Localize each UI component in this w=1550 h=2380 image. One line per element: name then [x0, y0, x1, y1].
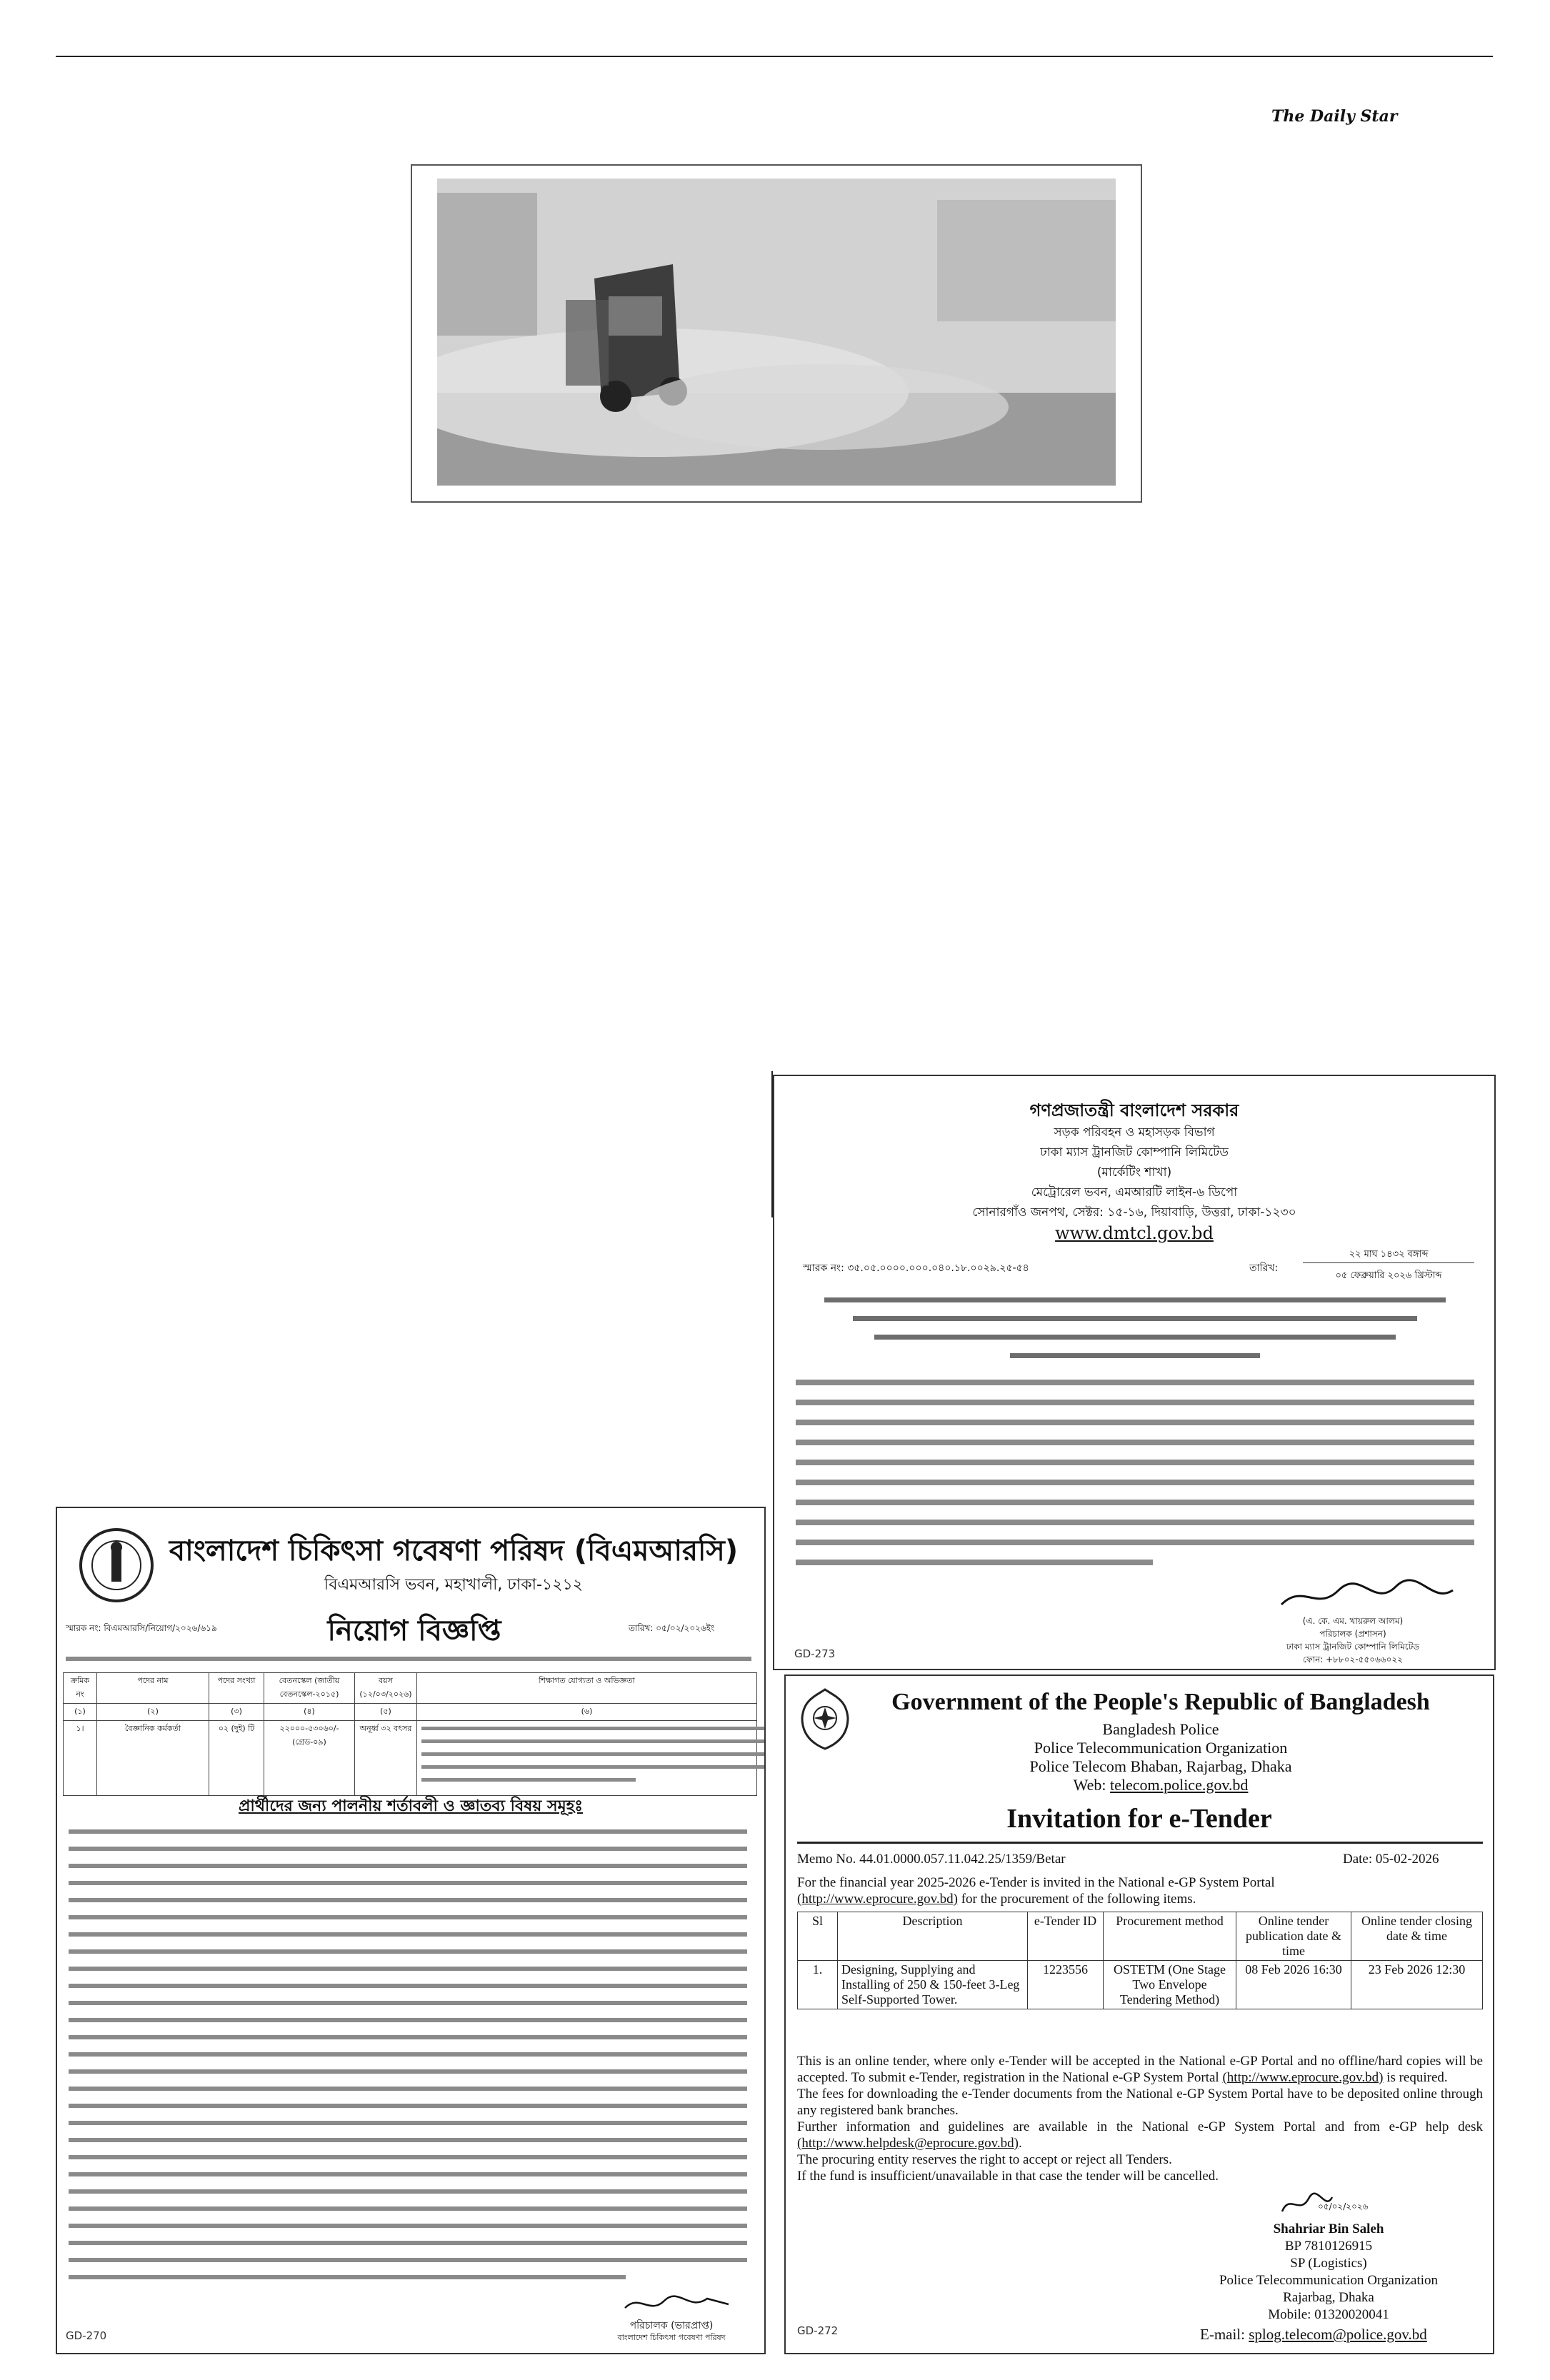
bmrc-term-line	[69, 1984, 747, 1988]
dmtcl-subject-line	[1010, 1353, 1260, 1358]
bmrc-term-line	[69, 2018, 747, 2022]
bmrc-title: বাংলাদেশ চিকিৎসা গবেষণা পরিষদ (বিএমআরসি)	[169, 1535, 739, 1567]
etender-web-label: Web:	[1073, 1776, 1106, 1794]
etender-para2: The fees for downloading the e-Tender documents from the National e-GP System Portal have to be deposited online through any registered bank branches.	[797, 2087, 1483, 2118]
bmrc-qual-line	[421, 1752, 766, 1756]
dmtcl-line3: ঢাকা ম্যাস ট্রানজিট কোম্পানি লিমিটেড	[1040, 1145, 1229, 1160]
etender-col-header: Description	[838, 1912, 1028, 1961]
bmrc-logo-icon	[77, 1526, 156, 1605]
eprocure-link[interactable]: (http://www.eprocure.gov.bd)	[797, 1892, 958, 1907]
bmrc-term-line	[69, 2241, 747, 2245]
etender-web-link[interactable]: telecom.police.gov.bd	[1109, 1776, 1249, 1794]
dmtcl-line6: সোনারগাঁও জনপথ, সেক্টর: ১৫-১৬, দিয়াবাড়ি, উত্তরা, ঢাকা-১২৩০	[972, 1205, 1296, 1220]
bmrc-col-header: বয়স (১২/০৩/২০২৬)	[355, 1673, 417, 1704]
etender-table	[797, 1912, 1483, 2009]
etender-gd-code: GD-272	[797, 2324, 839, 2337]
bmrc-col-header: বেতনস্কেল (জাতীয় বেতনস্কেল-২০১৫)	[264, 1673, 355, 1704]
etender-cell-id: 1223556	[1028, 1961, 1104, 2009]
etender-para1	[797, 2053, 1483, 2086]
etender-para3-end: .	[1018, 2136, 1022, 2151]
photo-frame	[411, 164, 1142, 503]
dmtcl-subject-line	[824, 1297, 1446, 1302]
dmtcl-body-line	[796, 1460, 1474, 1465]
dmtcl-body-line	[796, 1400, 1474, 1405]
bmrc-term-line	[69, 2258, 747, 2262]
etender-sign-org: Police Telecommunication Organization	[1219, 2273, 1439, 2288]
bmrc-col-num: (৩)	[209, 1704, 264, 1721]
etender-line2: Police Telecommunication Organization	[1034, 1739, 1288, 1757]
bmrc-qualification-cell	[417, 1721, 757, 1796]
bmrc-term-line	[69, 2069, 747, 2074]
dmtcl-sign-phone: ফোন: +৮৮০২-৫৫০৬৬০২২	[1302, 1655, 1404, 1665]
bmrc-terms-title: প্রার্থীদের জন্য পালনীয় শর্তাবলী ও জ্ঞাতব্য বিষয় সমূহঃ	[239, 1797, 583, 1815]
bmrc-term-line	[69, 2121, 747, 2125]
bmrc-term-line	[69, 1898, 747, 1902]
etender-sign-bp: BP 7810126915	[1284, 2239, 1373, 2254]
police-logo-icon	[796, 1686, 854, 1750]
dmtcl-date-bn: ২২ মাঘ ১৪৩২ বঙ্গাব্দ	[1303, 1247, 1474, 1263]
etender-cell-pub: 08 Feb 2026 16:30	[1236, 1961, 1351, 2009]
etender-col-header: Sl	[798, 1912, 838, 1961]
bmrc-date: তারিখ: ০৫/০২/২০২৬ইং	[629, 1623, 715, 1633]
dmtcl-subject-line	[874, 1335, 1396, 1340]
bmrc-term-line	[69, 2172, 747, 2176]
etender-intro-line1: For the financial year 2025-2026 e-Tender is invited in the National e-GP System Portal	[797, 1875, 1275, 1890]
dmtcl-line1: গণপ্রজাতন্ত্রী বাংলাদেশ সরকার	[1029, 1100, 1239, 1120]
dmtcl-signature	[1274, 1576, 1460, 1619]
dmtcl-line5: মেট্রোরেল ভবন, এমআরটি লাইন-৬ ডিপো	[1031, 1185, 1238, 1200]
bmrc-term-line	[69, 1847, 747, 1851]
bmrc-notice-title: নিয়োগ বিজ্ঞপ্তি	[327, 1615, 501, 1647]
etender-col-header: e-Tender ID	[1028, 1912, 1104, 1961]
bmrc-qual-line	[421, 1727, 766, 1730]
bmrc-term-line	[69, 1864, 747, 1868]
etender-line1: Bangladesh Police	[1102, 1720, 1219, 1738]
bmrc-intro-line	[66, 1657, 751, 1661]
bmrc-term-line	[69, 1949, 747, 1954]
bmrc-address: বিএমআরসি ভবন, মহাখালী, ঢাকা-১২১২	[324, 1576, 584, 1594]
etender-para3	[797, 2119, 1483, 2151]
bmrc-col-num: (২)	[97, 1704, 209, 1721]
bmrc-cell: ১।	[64, 1721, 97, 1796]
etender-title: Invitation for e-Tender	[1006, 1804, 1272, 1834]
bmrc-term-line	[69, 1829, 747, 1834]
dmtcl-subject-line	[853, 1316, 1417, 1321]
bmrc-term-line	[69, 2001, 747, 2005]
etender-intro-rest: for the procurement of the following items.	[957, 1892, 1196, 1907]
etender-sign-name: Shahriar Bin Saleh	[1273, 2221, 1384, 2236]
etender-para4: The procuring entity reserves the right to accept or reject all Tenders.	[797, 2152, 1172, 2167]
dmtcl-sign-org: ঢাকা ম্যাস ট্রানজিট কোম্পানি লিমিটেড	[1286, 1642, 1420, 1652]
bmrc-term-line	[69, 1915, 747, 1919]
etender-gov-title: Government of the People's Republic of Bangladesh	[891, 1689, 1430, 1715]
bmrc-term-line	[69, 2035, 747, 2039]
bmrc-col-num: (৫)	[355, 1704, 417, 1721]
etender-web-row	[850, 1776, 1471, 1794]
bmrc-cell: ২২০০০-৫৩০৬০/- (গ্রেড-০৯)	[264, 1721, 355, 1796]
etender-para1-text: This is an online tender, where only e-Tender will be accepted in the National e-GP Portal and no offline/hard copies will be accepted. To submit e-Tender, registration in the National e-GP System Portal	[797, 2054, 1483, 2085]
etender-intro-line2	[797, 1891, 1483, 1907]
dmtcl-body-line	[796, 1540, 1474, 1545]
bmrc-qual-line	[421, 1739, 766, 1743]
dmtcl-line4: (মার্কেটিং শাখা)	[1096, 1165, 1172, 1180]
etender-email-label: E-mail:	[1200, 2326, 1245, 2343]
etender-sig-date: ০৫/০২/২০২৬	[1318, 2201, 1369, 2211]
bmrc-cell: অনূর্ধ্ব ৩২ বৎসর	[355, 1721, 417, 1796]
bmrc-col-num: (৬)	[417, 1704, 757, 1721]
bmrc-notice	[56, 1507, 766, 2354]
bmrc-term-line	[69, 2087, 747, 2091]
bmrc-sign-org: বাংলাদেশ চিকিৎসা গবেষণা পরিষদ	[617, 2333, 726, 2342]
dmtcl-body-line	[796, 1500, 1474, 1505]
bmrc-term-line	[69, 1967, 747, 1971]
bmrc-qual-line	[421, 1778, 636, 1782]
bmrc-term-line	[69, 2189, 747, 2194]
bmrc-term-line	[69, 2224, 747, 2228]
dmtcl-body-line	[796, 1380, 1474, 1385]
eprocure-link-2[interactable]: (http://www.eprocure.gov.bd)	[1222, 2070, 1384, 2085]
bmrc-col-num: (৪)	[264, 1704, 355, 1721]
etender-para1-end: is required.	[1383, 2070, 1448, 2085]
bmrc-term-line	[69, 2155, 747, 2159]
dmtcl-website[interactable]: www.dmtcl.gov.bd	[1055, 1223, 1214, 1243]
dmtcl-notice	[773, 1075, 1496, 1670]
etender-cell-desc: Designing, Supplying and Installing of 250 & 150-feet 3-Leg Self-Supported Tower.	[838, 1961, 1028, 2009]
dmtcl-sign-title: পরিচালক (প্রশাসন)	[1319, 1629, 1386, 1639]
bmrc-gd-code: GD-270	[66, 2329, 107, 2342]
etender-para3-text: Further information and guidelines are available in the National e-GP System Portal and from e-GP help desk	[797, 2119, 1483, 2134]
dmtcl-line2: সড়ক পরিবহন ও মহাসড়ক বিভাগ	[1054, 1125, 1215, 1140]
etender-line3: Police Telecom Bhaban, Rajarbag, Dhaka	[1029, 1757, 1292, 1775]
bmrc-term-line	[69, 2206, 747, 2211]
dmtcl-sign-name: (এ. কে. এম. খায়রুল আলম)	[1302, 1616, 1404, 1626]
bmrc-col-header: ক্রমিক নং	[64, 1673, 97, 1704]
bmrc-col-header: শিক্ষাগত যোগ্যতা ও অভিজ্ঞতা	[417, 1673, 757, 1704]
etender-notice	[784, 1674, 1494, 2354]
bmrc-term-line	[69, 2052, 747, 2057]
etender-email-link[interactable]: splog.telecom@police.gov.bd	[1249, 2326, 1427, 2343]
bmrc-col-header: পদের নাম	[97, 1673, 209, 1704]
etender-col-header: Online tender publication date & time	[1236, 1912, 1351, 1961]
dmtcl-body-line	[796, 1560, 1153, 1565]
bmrc-term-line	[69, 1881, 747, 1885]
dmtcl-date-en: ০৫ ফেব্রুয়ারি ২০২৬ খ্রিস্টাব্দ	[1335, 1270, 1442, 1281]
dust-truck-photo	[437, 179, 1116, 486]
etender-date: Date: 05-02-2026	[1343, 1852, 1439, 1867]
etender-body	[797, 2053, 1483, 2184]
bmrc-term-line	[69, 1932, 747, 1937]
bmrc-signature	[621, 2290, 736, 2319]
bmrc-cell: বৈজ্ঞানিক কর্মকর্তা	[97, 1721, 209, 1796]
bmrc-col-num: (১)	[64, 1704, 97, 1721]
etender-sign-mobile: Mobile: 01320020041	[1268, 2307, 1389, 2322]
etender-col-header: Online tender closing date & time	[1351, 1912, 1483, 1961]
bmrc-term-line	[69, 2275, 626, 2279]
etender-para5: If the fund is insufficient/unavailable in that case the tender will be cancelled.	[797, 2169, 1219, 2184]
bmrc-post-table	[63, 1672, 757, 1796]
etender-title-rule	[797, 1842, 1483, 1844]
dmtcl-body-line	[796, 1420, 1474, 1425]
dmtcl-body-line	[796, 1520, 1474, 1525]
top-rule	[56, 56, 1493, 57]
etender-sign-loc: Rajarbag, Dhaka	[1283, 2290, 1374, 2305]
bmrc-qual-line	[421, 1765, 766, 1769]
dmtcl-body-line	[796, 1440, 1474, 1445]
etender-cell-sl: 1.	[798, 1961, 838, 2009]
table-row	[64, 1721, 757, 1796]
bmrc-term-line	[69, 2104, 747, 2108]
etender-email-row	[1200, 2326, 1486, 2344]
bmrc-cell: ০২ (দুই) টি	[209, 1721, 264, 1796]
etender-intro	[797, 1874, 1483, 1907]
etender-col-header: Procurement method	[1104, 1912, 1236, 1961]
dmtcl-memo: স্মারক নং: ৩৫.০৫.০০০০.০০০.০৪০.১৮.০০২৯.২৫-৫৪	[803, 1262, 1029, 1274]
masthead: The Daily Star	[1271, 107, 1398, 126]
etender-sign-sp: SP (Logistics)	[1290, 2256, 1367, 2271]
table-row	[798, 1961, 1483, 2009]
bmrc-term-line	[69, 2138, 747, 2142]
bmrc-sign-title: পরিচালক (ভারপ্রাপ্ত)	[629, 2320, 714, 2331]
dmtcl-date-label: তারিখ:	[1249, 1262, 1279, 1274]
etender-cell-method: OSTETM (One Stage Two Envelope Tendering Method)	[1104, 1961, 1236, 2009]
dmtcl-body-line	[796, 1480, 1474, 1485]
etender-memo: Memo No. 44.01.0000.057.11.042.25/1359/Betar	[797, 1852, 1066, 1867]
bmrc-col-header: পদের সংখ্যা	[209, 1673, 264, 1704]
bmrc-memo: স্মারক নং: বিএমআরসি/নিয়োগ/২০২৬/৬১৯	[66, 1623, 217, 1633]
dmtcl-gd-code: GD-273	[794, 1647, 836, 1660]
helpdesk-link[interactable]: (http://www.helpdesk@eprocure.gov.bd)	[797, 2136, 1019, 2151]
etender-cell-close: 23 Feb 2026 12:30	[1351, 1961, 1483, 2009]
